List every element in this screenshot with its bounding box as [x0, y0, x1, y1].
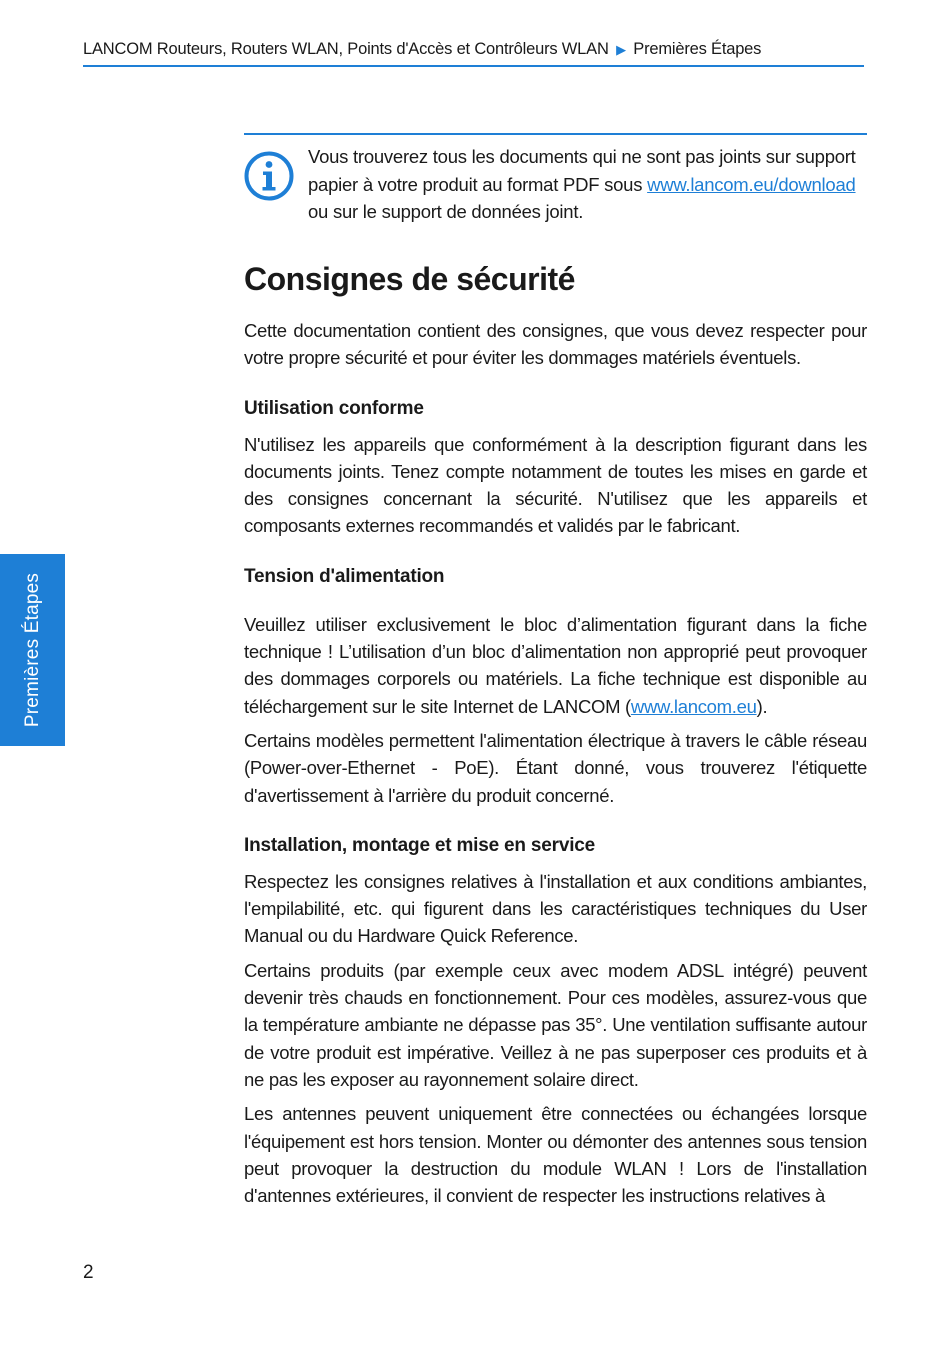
paragraph: Respectez les consignes relatives à l'installation et aux conditions ambiantes, l'empilabilité, etc. qui figurent dans les caractéristiques techniques du User Manual ou du Hardware Quick Reference. [244, 870, 867, 947]
arrow-right-icon: ▶ [616, 42, 626, 57]
paragraph-text: Veuillez utiliser exclusivement le bloc d’alimentation figurant dans la fiche technique ! L’utilisation d’un bloc d’alimentation non approprié peut provoquer des dommages corporels ou matériels. La fiche technique est disponible au téléchargement sur le site Internet de LANCOM ( [244, 613, 867, 717]
note-divider [244, 133, 867, 135]
heading-utilisation-conforme: Utilisation conforme [244, 397, 424, 419]
info-icon [243, 150, 295, 202]
info-note [308, 143, 867, 226]
main-content [244, 255, 867, 1216]
paragraph-text: ). [756, 695, 768, 717]
header-section: Premières Étapes [633, 40, 762, 58]
paragraph: Les antennes peuvent uniquement être connectées ou échangées lorsque l'équipement est hors tension. Monter ou démonter des antennes sous tension peut provoquer la destruction du module WLAN ! Lors de l'installation d'antennes extérieures, il convient de respecter les instructions relatives à [244, 1103, 867, 1207]
paragraph: Certains produits (par exemple ceux avec modem ADSL intégré) peuvent devenir très chauds en fonctionnement. Pour ces modèles, assurez-vous que la température ambiante ne dépasse pas 35°. Une ventilation suffisante autour de votre produit est impérative. Veillez à ne pas superposer ces produits et à ne pas les exposer au rayonnement solaire direct. [244, 959, 867, 1090]
heading-installation: Installation, montage et mise en service [244, 834, 596, 856]
side-tab-label: Premières Étapes [21, 572, 43, 728]
heading-tension-alimentation: Tension d'alimentation [244, 565, 445, 587]
intro-paragraph: Cette documentation contient des consignes, que vous devez respecter pour votre propre sécurité et pour éviter les dommages matériels éventuels. [244, 320, 867, 369]
note-text-before: Vous trouverez tous les documents qui ne sont pas joints sur support papier à votre produit au format PDF sous [308, 146, 856, 195]
page-number: 2 [83, 1262, 94, 1283]
paragraph: Certains modèles permettent l'alimentation électrique à travers le câble réseau (Power-over-Ethernet - PoE). Étant donné, vous trouverez l'étiquette d'avertissement à l'arrière du produit concerné. [244, 729, 867, 806]
side-chapter-tab [0, 554, 65, 746]
note-text-after: ou sur le support de données joint. [308, 201, 584, 222]
header-divider [83, 65, 864, 67]
download-link[interactable]: www.lancom.eu/download [647, 173, 856, 195]
lancom-link[interactable]: www.lancom.eu [630, 695, 757, 717]
header-title: LANCOM Routeurs, Routers WLAN, Points d'Accès et Contrôleurs WLAN [83, 40, 609, 58]
section-title: Consignes de sécurité [244, 261, 575, 297]
paragraph: N'utilisez les appareils que conformément à la description figurant dans les documents joints. Tenez compte notamment de toutes les mises en garde et des consignes concernant la sécurité. N'utilisez que les appareils et composants externes recommandés et validés par le fabricant. [244, 433, 867, 537]
paragraph [244, 611, 867, 720]
running-header [83, 40, 863, 59]
